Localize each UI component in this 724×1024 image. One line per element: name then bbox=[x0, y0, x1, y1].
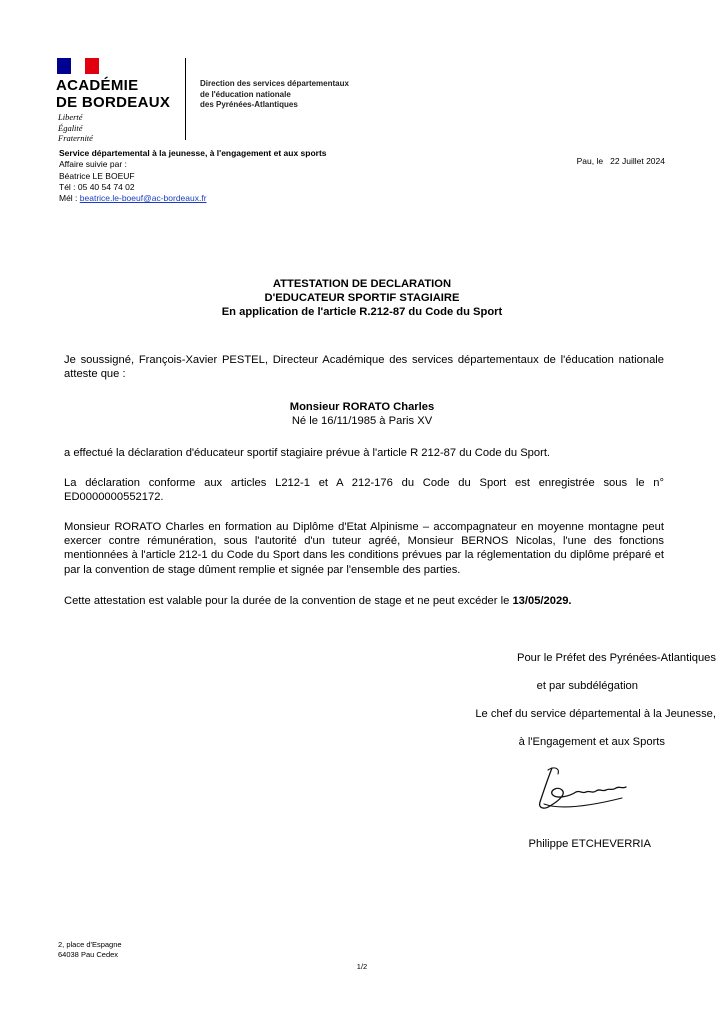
signature-line-1: Pour le Préfet des Pyrénées-Atlantiques bbox=[517, 652, 716, 664]
intro-paragraph: Je soussigné, François-Xavier PESTEL, Directeur Académique des services départementaux de l'éducation nationale atteste que : bbox=[64, 354, 664, 381]
title-line-1: ATTESTATION DE DECLARATION bbox=[272, 278, 452, 290]
contact-name: Béatrice LE BOEUF bbox=[59, 170, 135, 181]
direction-line: de l'éducation nationale bbox=[200, 89, 291, 99]
logo-divider bbox=[185, 58, 186, 140]
email-link[interactable]: beatrice.le-boeuf@ac-bordeaux.fr bbox=[79, 193, 207, 204]
republic-flag-icon bbox=[57, 58, 99, 74]
followed-by-label: Affaire suivie par : bbox=[59, 159, 127, 170]
logo-name-line1: ACADÉMIE bbox=[56, 77, 139, 94]
title-line-3: En application de l'article R.212-87 du Code du Sport bbox=[221, 306, 503, 318]
direction-line: Direction des services départementaux bbox=[200, 79, 349, 88]
signature-line-4: à l'Engagement et aux Sports bbox=[518, 736, 665, 748]
registration-paragraph: La déclaration conforme aux articles L212-1 et A 212-176 du Code du Sport est enregistrée sous le n° ED0000000552172. bbox=[64, 477, 664, 504]
contact-phone: Tél : 05 40 54 74 02 bbox=[59, 181, 135, 192]
service-contact-block bbox=[59, 148, 327, 204]
handwritten-signature bbox=[530, 760, 640, 816]
validity-date: 13/05/2029. bbox=[512, 595, 572, 607]
motto-egalite: Égalité bbox=[58, 122, 83, 133]
flag-blue-band bbox=[57, 58, 71, 74]
training-paragraph: Monsieur RORATO Charles en formation au Diplôme d'Etat Alpinisme – accompagnateur en moyenne montagne peut exercer contre rémunération, sous l'autorité d'un tuteur agréé, Monsieur BERNOS Nicolas, l'une des fonctions mentionnées à l'article 212-1 du Code du Sport dans les conditions prévues par la réglementation du diplôme préparé et par la convention de stage dûment remplie et signée par l'ensemble des parties. bbox=[64, 521, 664, 576]
service-name: Service départemental à la jeunesse, à l'engagement et aux sports bbox=[59, 148, 327, 158]
page-number: 1/2 bbox=[356, 962, 368, 971]
logo-motto bbox=[58, 112, 93, 144]
declaration-paragraph: a effectué la déclaration d'éducateur sportif stagiaire prévue à l'article R 212-87 du Code du Sport. bbox=[64, 447, 551, 459]
email-label: Mél : bbox=[59, 193, 80, 204]
logo-name-line2: DE BORDEAUX bbox=[56, 94, 171, 111]
signature-line-2: et par subdélégation bbox=[536, 680, 638, 692]
direction-line: des Pyrénées-Atlantiques bbox=[200, 100, 298, 109]
flag-red-band bbox=[85, 58, 99, 74]
signature-line-3: Le chef du service départemental à la Jeunesse, bbox=[475, 708, 716, 720]
document-date: Pau, le 22 Juillet 2024 bbox=[576, 156, 665, 166]
document-title bbox=[0, 277, 724, 319]
person-name: Monsieur RORATO Charles bbox=[289, 401, 435, 413]
person-birth: Né le 16/11/1985 à Paris XV bbox=[291, 415, 433, 427]
footer-address bbox=[58, 940, 122, 960]
footer-line: 2, place d'Espagne bbox=[58, 940, 122, 949]
validity-text: Cette attestation est valable pour la durée de la convention de stage et ne peut excéder le bbox=[64, 595, 513, 607]
flag-white-band bbox=[71, 58, 85, 74]
signatory-name: Philippe ETCHEVERRIA bbox=[528, 838, 651, 850]
validity-paragraph bbox=[64, 594, 664, 608]
title-line-2: D'EDUCATEUR SPORTIF STAGIAIRE bbox=[264, 292, 460, 304]
direction-block bbox=[200, 79, 349, 111]
footer-line: 64038 Pau Cedex bbox=[58, 950, 119, 959]
motto-fraternite: Fraternité bbox=[58, 133, 93, 143]
motto-liberte: Liberté bbox=[58, 112, 83, 122]
contact-email-row bbox=[59, 193, 327, 204]
